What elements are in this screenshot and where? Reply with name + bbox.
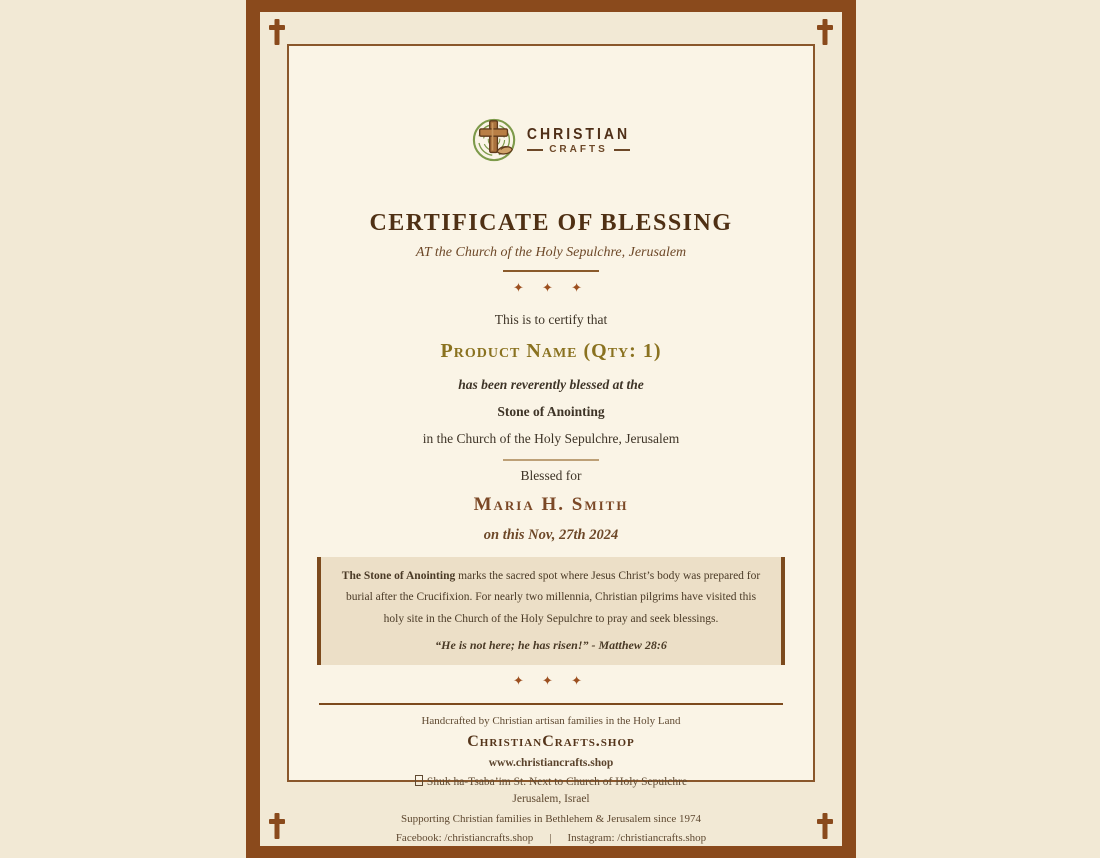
handcrafted-line: Handcrafted by Christian artisan families in the Holy Land: [421, 714, 681, 727]
brand-logo: [289, 116, 813, 164]
corner-cross-icon: [269, 19, 285, 45]
blessing-date: on this Nov, 27th 2024: [483, 527, 619, 543]
christian-crafts-logo-icon: [472, 117, 518, 163]
blessed-for-label: Blessed for: [520, 468, 582, 483]
corner-cross-icon: [269, 813, 285, 839]
frame-inner-area: [260, 12, 842, 846]
supporting-line: Supporting Christian families in Bethlehem & Jerusalem since 1974: [400, 813, 701, 826]
product-name: Product Name (Qty: 1): [440, 340, 662, 362]
subtitle-divider: [503, 270, 599, 272]
certificate-card: [287, 44, 815, 845]
footer-brand: ChristianCrafts.shop: [467, 732, 635, 750]
decorative-frame: [246, 0, 856, 858]
stone-of-anointing-info-box: [317, 557, 785, 665]
social-links-row: [289, 832, 813, 844]
diamond-ornament: ✦ ✦ ✦: [513, 281, 589, 296]
brand-name-bottom-row: [527, 144, 630, 155]
certify-line: This is to certify that: [494, 312, 608, 327]
dash-ornament: [614, 149, 630, 151]
brand-name-bottom: CRAFTS: [549, 144, 608, 155]
brand-logo-text: [527, 125, 630, 155]
blessing-location-name: Stone of Anointing: [497, 404, 605, 419]
recipient-name: Maria H. Smith: [473, 494, 629, 515]
dash-ornament: [527, 149, 543, 151]
address-line2: Jerusalem, Israel: [512, 793, 590, 806]
recipient-divider: [503, 459, 599, 461]
instagram-handle: Instagram: /christiancrafts.shop: [567, 832, 707, 845]
blessing-location-line: in the Church of the Holy Sepulchre, Jerusalem: [422, 431, 680, 446]
info-box-body-text: marks the sacred spot where Jesus Christ’s body was prepared for burial after the Crucifixion. For nearly two millennia, Christian pilgrims have visited this holy site in the Church of the Holy Sepulchre to pray and seek blessings.: [345, 570, 761, 625]
info-box-paragraph: [339, 566, 763, 630]
certificate-subtitle: AT the Church of the Holy Sepulchre, Jerusalem: [415, 245, 687, 260]
scripture-quote: “He is not here; he has risen!” - Matthew 28:6: [435, 637, 667, 652]
footer-address: [289, 774, 813, 809]
blessed-line: has been reverently blessed at the: [458, 377, 644, 392]
facebook-handle: Facebook: /christiancrafts.shop: [395, 832, 534, 845]
corner-cross-icon: [817, 813, 833, 839]
info-box-bold-intro: The Stone of Anointing: [341, 570, 456, 582]
brand-name-top: CHRISTIAN: [526, 123, 631, 143]
diamond-ornament: ✦ ✦ ✦: [513, 673, 589, 689]
location-pin-icon: [415, 775, 423, 786]
certificate-title: CERTIFICATE OF BLESSING: [369, 210, 733, 236]
address-line1: Shuk ha-Tsaba’im St. Next to Church of Holy Sepulchre: [426, 775, 688, 788]
corner-cross-icon: [817, 19, 833, 45]
footer-website: www.christiancrafts.shop: [488, 756, 614, 769]
social-separator: |: [549, 832, 552, 845]
footer-divider: [319, 703, 783, 705]
dove: [497, 147, 512, 154]
